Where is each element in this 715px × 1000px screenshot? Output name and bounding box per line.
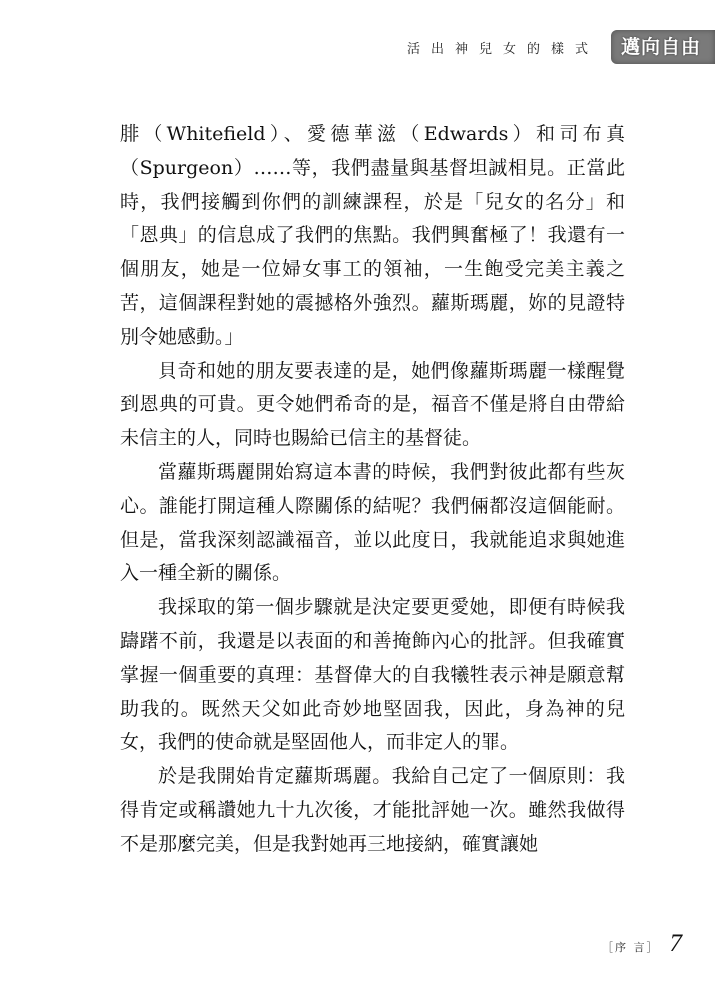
paragraph-5: 於是我開始肯定蘿斯瑪麗。我給自己定了一個原則：我得肯定或稱讚她九十九次後，才能批評她一次。雖然我做得不是那麼完美，但是我對她再三地接納，確實讓她 (120, 765, 625, 855)
paragraph-3: 當蘿斯瑪麗開始寫這本書的時候，我們對彼此都有些灰心。誰能打開這種人際關係的結呢？我們倆都沒這個能耐。但是，當我深刻認識福音，並以此度日，我就能追求與她進入一種全新的關係。 (120, 460, 625, 585)
series-title: 活出神兒女的樣式 (406, 41, 599, 57)
paragraph-4: 我採取的第一個步驟就是決定要更愛她，即便有時候我躊躇不前，我還是以表面的和善掩飾內心的批評。但我確實掌握一個重要的真理：基督偉大的自我犧牲表示神是願意幫助我的。既然天父如此奇妙地堅固我，因此，身為神的兒女，我們的使命就是堅固他人，而非定人的罪。 (120, 596, 625, 754)
paragraph-1: 腓（Whitefield）、愛德華滋（Edwards）和司布真（Spurgeon）……等，我們盡量與基督坦誠相見。正當此時，我們接觸到你們的訓練課程，於是「兒女的名分」和「恩典」的信息成了我們的焦點。我們興奮極了！我還有一個朋友，她是一位婦女事工的領袖，一生飽受完美主義之苦，這個課程對她的震撼格外強烈。蘿斯瑪麗，妳的見證特別令她感動。」 (120, 123, 625, 348)
page-number: 7 (669, 930, 682, 957)
book-logo: 邁向自由 (611, 30, 715, 64)
section-label: ［序 言］ (602, 941, 660, 954)
paragraph-2: 貝奇和她的朋友要表達的是，她們像蘿斯瑪麗一樣醒覺到恩典的可貴。更令她們希奇的是，福音不僅是將自由帶給未信主的人，同時也賜給已信主的基督徒。 (120, 359, 625, 450)
running-header (407, 30, 715, 64)
body-text (120, 118, 625, 862)
page-footer (602, 930, 682, 958)
